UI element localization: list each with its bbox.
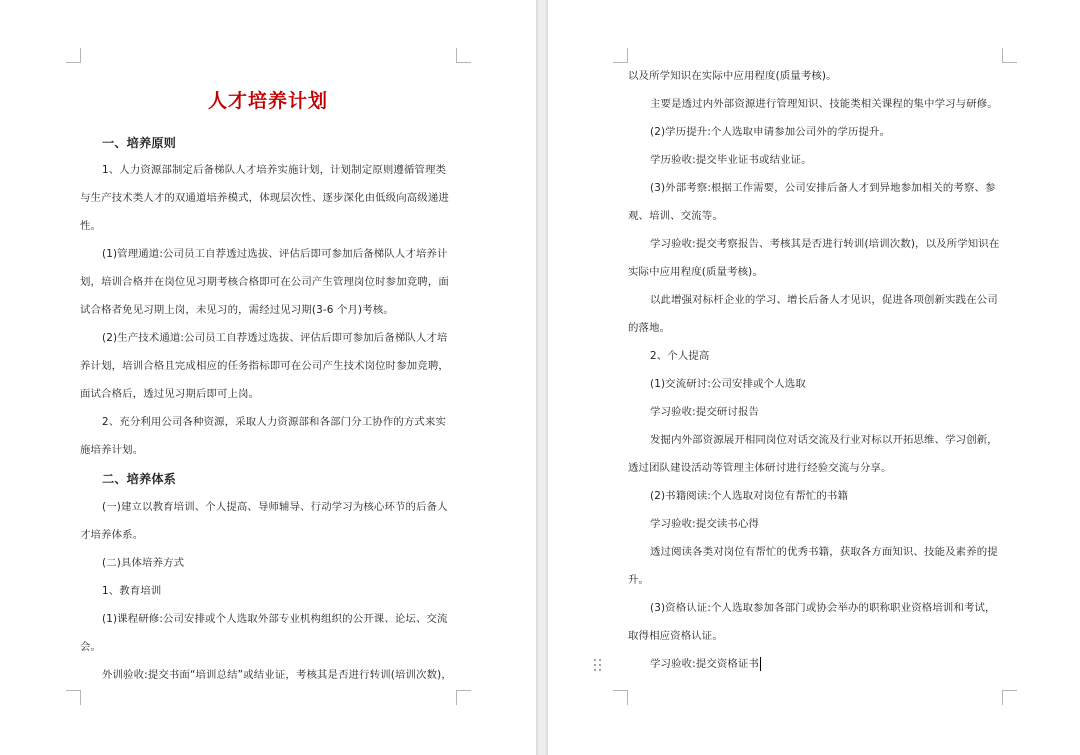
margin-corner-mark <box>613 690 628 705</box>
paragraph-line: 试合格者免见习期上岗，未见习的，需经过见习期(3-6 个月)考核。 <box>80 304 394 316</box>
paragraph-line: 以此增强对标杆企业的学习、增长后备人才见识，促进各项创新实践在公司 <box>650 294 998 306</box>
margin-corner-mark <box>456 48 471 63</box>
paragraph-line: 取得相应资格认证。 <box>628 630 723 642</box>
paragraph-line: (3)外部考察:根据工作需要，公司安排后备人才到异地参加相关的考察、参 <box>650 182 996 194</box>
paragraph-line-active[interactable] <box>650 657 761 671</box>
paragraph-line: 2、个人提高 <box>650 350 710 362</box>
paragraph-line: 划，培训合格并在岗位见习期考核合格即可在公司产生管理岗位时参加竞聘，面 <box>80 276 449 288</box>
margin-corner-mark <box>66 48 81 63</box>
page-gutter <box>536 0 548 755</box>
margin-corner-mark <box>66 690 81 705</box>
paragraph-text: 学习验收:提交资格证书 <box>650 658 760 670</box>
paragraph-line: 的落地。 <box>628 322 671 334</box>
paragraph-line: (1)课程研修:公司安排或个人选取外部专业机构组织的公开课、论坛、交流 <box>102 613 448 625</box>
drag-handle-icon-glyph <box>593 658 603 672</box>
paragraph-line: (2)生产技术通道:公司员工自荐透过选拔、评估后即可参加后备梯队人才培 <box>102 332 448 344</box>
paragraph-line: 升。 <box>628 574 650 586</box>
paragraph-line: 以及所学知识在实际中应用程度(质量考核)。 <box>628 70 837 82</box>
document-page-right <box>548 0 1080 755</box>
paragraph-line: 发掘内外部资源展开相同岗位对话交流及行业对标以开拓思维、学习创新， <box>650 434 998 446</box>
paragraph-line: (2)书籍阅读:个人选取对岗位有帮忙的书籍 <box>650 490 849 502</box>
paragraph-line: 与生产技术类人才的双通道培养模式，体现层次性、逐步深化由低级向高级递进 <box>80 192 449 204</box>
drag-handle-icon[interactable] <box>593 658 605 674</box>
paragraph-line: 学习验收:提交研讨报告 <box>650 406 760 418</box>
section-heading: 一、培养原则 <box>102 136 177 150</box>
paragraph-line: (一)建立以教育培训、个人提高、导师辅导、行动学习为核心环节的后备人 <box>102 501 448 513</box>
margin-corner-mark <box>1002 48 1017 63</box>
paragraph-line: (1)管理通道:公司员工自荐透过选拔、评估后即可参加后备梯队人才培养计 <box>102 248 448 260</box>
paragraph-line: 才培养体系。 <box>80 529 144 541</box>
paragraph-line: 施培养计划。 <box>80 444 144 456</box>
paragraph-line: 外训验收:提交书面“培训总结”或结业证，考核其是否进行转训(培训次数)， <box>102 669 452 681</box>
margin-corner-mark <box>613 48 628 63</box>
paragraph-line: 1、人力资源部制定后备梯队人才培养实施计划，计划制定原则遵循管理类 <box>102 164 447 176</box>
paragraph-line: 透过团队建设活动等管理主体研讨进行经验交流与分享。 <box>628 462 892 474</box>
document-title: 人才培养计划 <box>207 90 328 112</box>
paragraph-line: 1、教育培训 <box>102 585 162 597</box>
paragraph-line: (二)具体培养方式 <box>102 557 185 569</box>
paragraph-line: 主要是透过内外部资源进行管理知识、技能类相关课程的集中学习与研修。 <box>650 98 998 110</box>
paragraph-line: 实际中应用程度(质量考核)。 <box>628 266 763 278</box>
margin-corner-mark <box>456 690 471 705</box>
margin-corner-mark <box>1002 690 1017 705</box>
text-cursor <box>760 657 761 671</box>
paragraph-line: 面试合格后，透过见习期后即可上岗。 <box>80 388 260 400</box>
paragraph-line: 学习验收:提交读书心得 <box>650 518 760 530</box>
paragraph-line: (3)资格认证:个人选取参加各部门或协会举办的职称职业资格培训和考试， <box>650 602 996 614</box>
paragraph-line: 观、培训、交流等。 <box>628 210 723 222</box>
paragraph-line: 性。 <box>80 220 102 232</box>
paragraph-line: (2)学历提升:个人选取申请参加公司外的学历提升。 <box>650 126 891 138</box>
paragraph-line: 学习验收:提交考察报告、考核其是否进行转训(培训次数)，以及所学知识在 <box>650 238 1000 250</box>
paragraph-line: 会。 <box>80 641 102 653</box>
paragraph-line: 养计划，培训合格且完成相应的任务指标即可在公司产生技术岗位时参加竞聘， <box>80 360 449 372</box>
document-page-left <box>0 0 536 755</box>
paragraph-line: 透过阅读各类对岗位有帮忙的优秀书籍，获取各方面知识、技能及素养的提 <box>650 546 998 558</box>
paragraph-line: 学历验收:提交毕业证书或结业证。 <box>650 154 812 166</box>
paragraph-line: 2、充分利用公司各种资源，采取人力资源部和各部门分工协作的方式来实 <box>102 416 447 428</box>
paragraph-line: (1)交流研讨:公司安排或个人选取 <box>650 378 806 390</box>
section-heading: 二、培养体系 <box>102 472 177 486</box>
